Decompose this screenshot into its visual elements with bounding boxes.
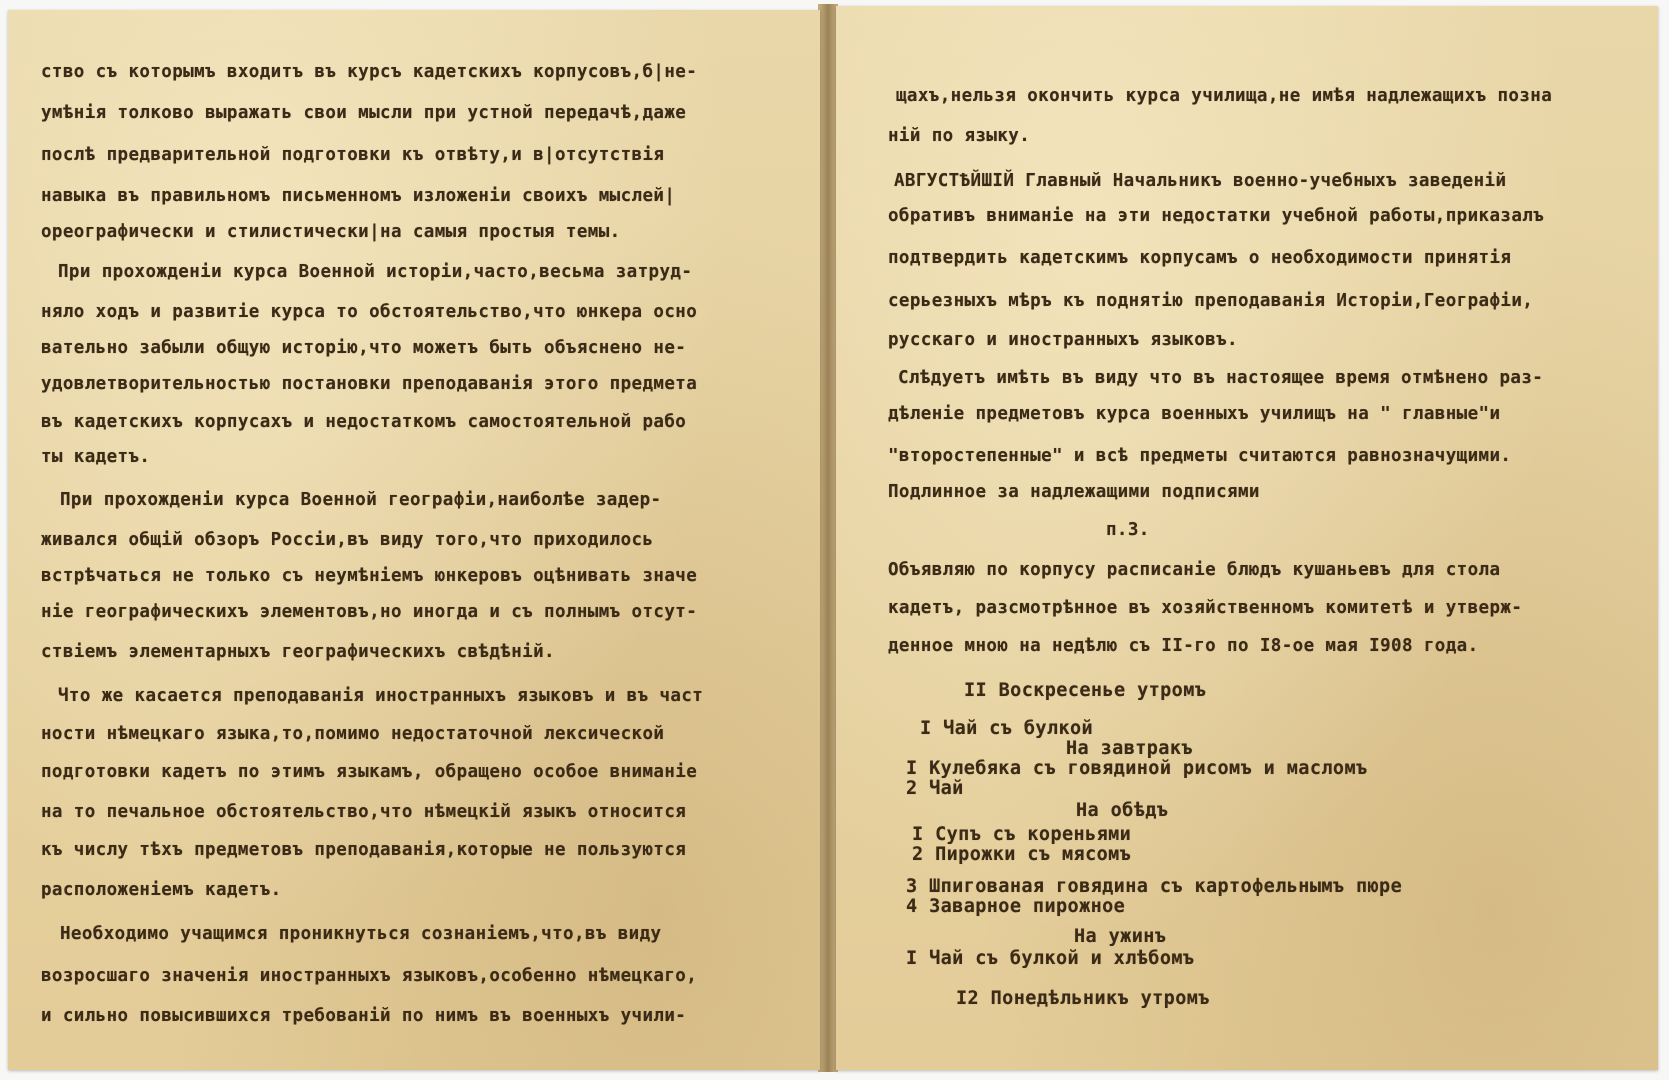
left-page xyxy=(8,10,820,1070)
menu-item: 2 Пирожки съ мясомъ xyxy=(912,844,1132,865)
text-line: ореографически и стилистически|на самыя простыя темы. xyxy=(41,222,621,242)
text-line: Что же касается преподаванія иностранныхъ языковъ и въ част xyxy=(58,686,704,706)
text-line: въ кадетскихъ корпусахъ и недостаткомъ самостоятельной рабо xyxy=(41,412,687,432)
text-line: ности нѣмецкаго языка,то,помимо недостаточной лексической xyxy=(41,724,665,744)
text-line: ты кадетъ. xyxy=(41,447,151,467)
text-line: живался общій обзоръ Россіи,въ виду того,что приходилось xyxy=(41,530,654,550)
text-line: АВГУСТѢЙШІЙ Главный Начальникъ военно-учебныхъ заведеній xyxy=(894,171,1507,191)
menu-item: I Чай съ булкой xyxy=(920,718,1094,739)
menu-meal-heading: На завтракъ xyxy=(1066,738,1193,759)
text-line: При прохожденіи курса Военной исторіи,часто,весьма затруд- xyxy=(58,262,693,282)
text-line: "второстепенные" и всѣ предметы считаются равнозначущими. xyxy=(888,446,1512,466)
menu-item: I Супъ съ кореньями xyxy=(912,824,1132,845)
book-fold xyxy=(818,4,838,1072)
text-line: встрѣчаться не только съ неумѣніемъ юнкеровъ оцѣнивать значе xyxy=(41,566,698,586)
text-line: щахъ,нельзя окончить курса училища,не имѣя надлежащихъ позна xyxy=(896,86,1553,106)
text-line: подтвердить кадетскимъ корпусамъ о необходимости принятія xyxy=(888,248,1512,268)
text-line: на то печальное обстоятельство,что нѣмецкій языкъ относится xyxy=(41,802,687,822)
menu-item: I Кулебяка съ говядиной рисомъ и масломъ xyxy=(906,758,1368,779)
text-line: вательно забыли общую исторію,что можетъ быть объяснено не- xyxy=(41,338,687,358)
menu-item: 3 Шпигованая говядина съ картофельнымъ пюре xyxy=(906,876,1403,897)
text-line: возросшаго значенія иностранныхъ языковъ,особенно нѣмецкаго, xyxy=(41,966,698,986)
menu-day-heading: II Воскресенье утромъ xyxy=(964,680,1207,701)
menu-item: I Чай съ булкой и хлѣбомъ xyxy=(906,948,1195,969)
menu-meal-heading: На обѣдъ xyxy=(1076,800,1169,821)
text-line: и сильно повысившихся требованій по нимъ въ военныхъ учили- xyxy=(41,1006,687,1026)
text-line: денное мною на недѣлю съ II-го по I8-ое мая I908 года. xyxy=(888,636,1479,656)
text-line: послѣ предварительной подготовки къ отвѣту,и в|отсутствія xyxy=(41,145,665,165)
text-line: При прохожденіи курса Военной географіи,наиболѣе задер- xyxy=(60,490,662,510)
right-page xyxy=(836,6,1658,1070)
menu-item: 4 Заварное пирожное xyxy=(906,896,1126,917)
text-line: расположеніемъ кадетъ. xyxy=(41,880,282,900)
text-line: ніе географическихъ элементовъ,но иногда и съ полнымъ отсут- xyxy=(41,602,698,622)
text-line: Подлинное за надлежащими подписями xyxy=(888,482,1260,502)
menu-meal-heading: На ужинъ xyxy=(1074,926,1167,947)
text-line: ствіемъ элементарныхъ географическихъ свѣдѣній. xyxy=(41,642,555,662)
text-line: Слѣдуетъ имѣть въ виду что въ настоящее время отмѣнено раз- xyxy=(898,368,1544,388)
text-line: няло ходъ и развитіе курса то обстоятельство,что юнкера осно xyxy=(41,302,698,322)
text-line: навыка въ правильномъ письменномъ изложеніи своихъ мыслей| xyxy=(41,186,676,206)
text-line: Объявляю по корпусу расписаніе блюдъ кушаньевъ для стола xyxy=(888,560,1501,580)
text-line: къ числу тѣхъ предметовъ преподаванія,которые не пользуются xyxy=(41,840,687,860)
text-line: дѣленіе предметовъ курса военныхъ училищъ на " главные"и xyxy=(888,404,1501,424)
text-line: Необходимо учащимся проникнуться сознаніемъ,что,въ виду xyxy=(60,924,662,944)
text-line: ство съ которымъ входитъ въ курсъ кадетскихъ корпусовъ,б|не- xyxy=(41,62,698,82)
text-line: ній по языку. xyxy=(888,126,1031,146)
text-line: удовлетворительностью постановки преподаванія этого предмета xyxy=(41,374,698,394)
text-line: умѣнія толково выражать свои мысли при устной передачѣ,даже xyxy=(41,103,687,123)
menu-item: 2 Чай xyxy=(906,778,964,799)
menu-day-heading: I2 Понедѣльникъ утромъ xyxy=(956,988,1210,1009)
text-line: кадетъ, разсмотрѣнное въ хозяйственномъ комитетѣ и утверж- xyxy=(888,598,1523,618)
text-line: русскаго и иностранныхъ языковъ. xyxy=(888,330,1238,350)
text-line: обративъ вниманіе на эти недостатки учебной работы,приказалъ xyxy=(888,206,1545,226)
section-number: п.3. xyxy=(1106,520,1150,540)
text-line: подготовки кадетъ по этимъ языкамъ, обращено особое вниманіе xyxy=(41,762,698,782)
text-line: серьезныхъ мѣръ къ поднятію преподаванія Исторіи,Географіи, xyxy=(888,291,1534,311)
